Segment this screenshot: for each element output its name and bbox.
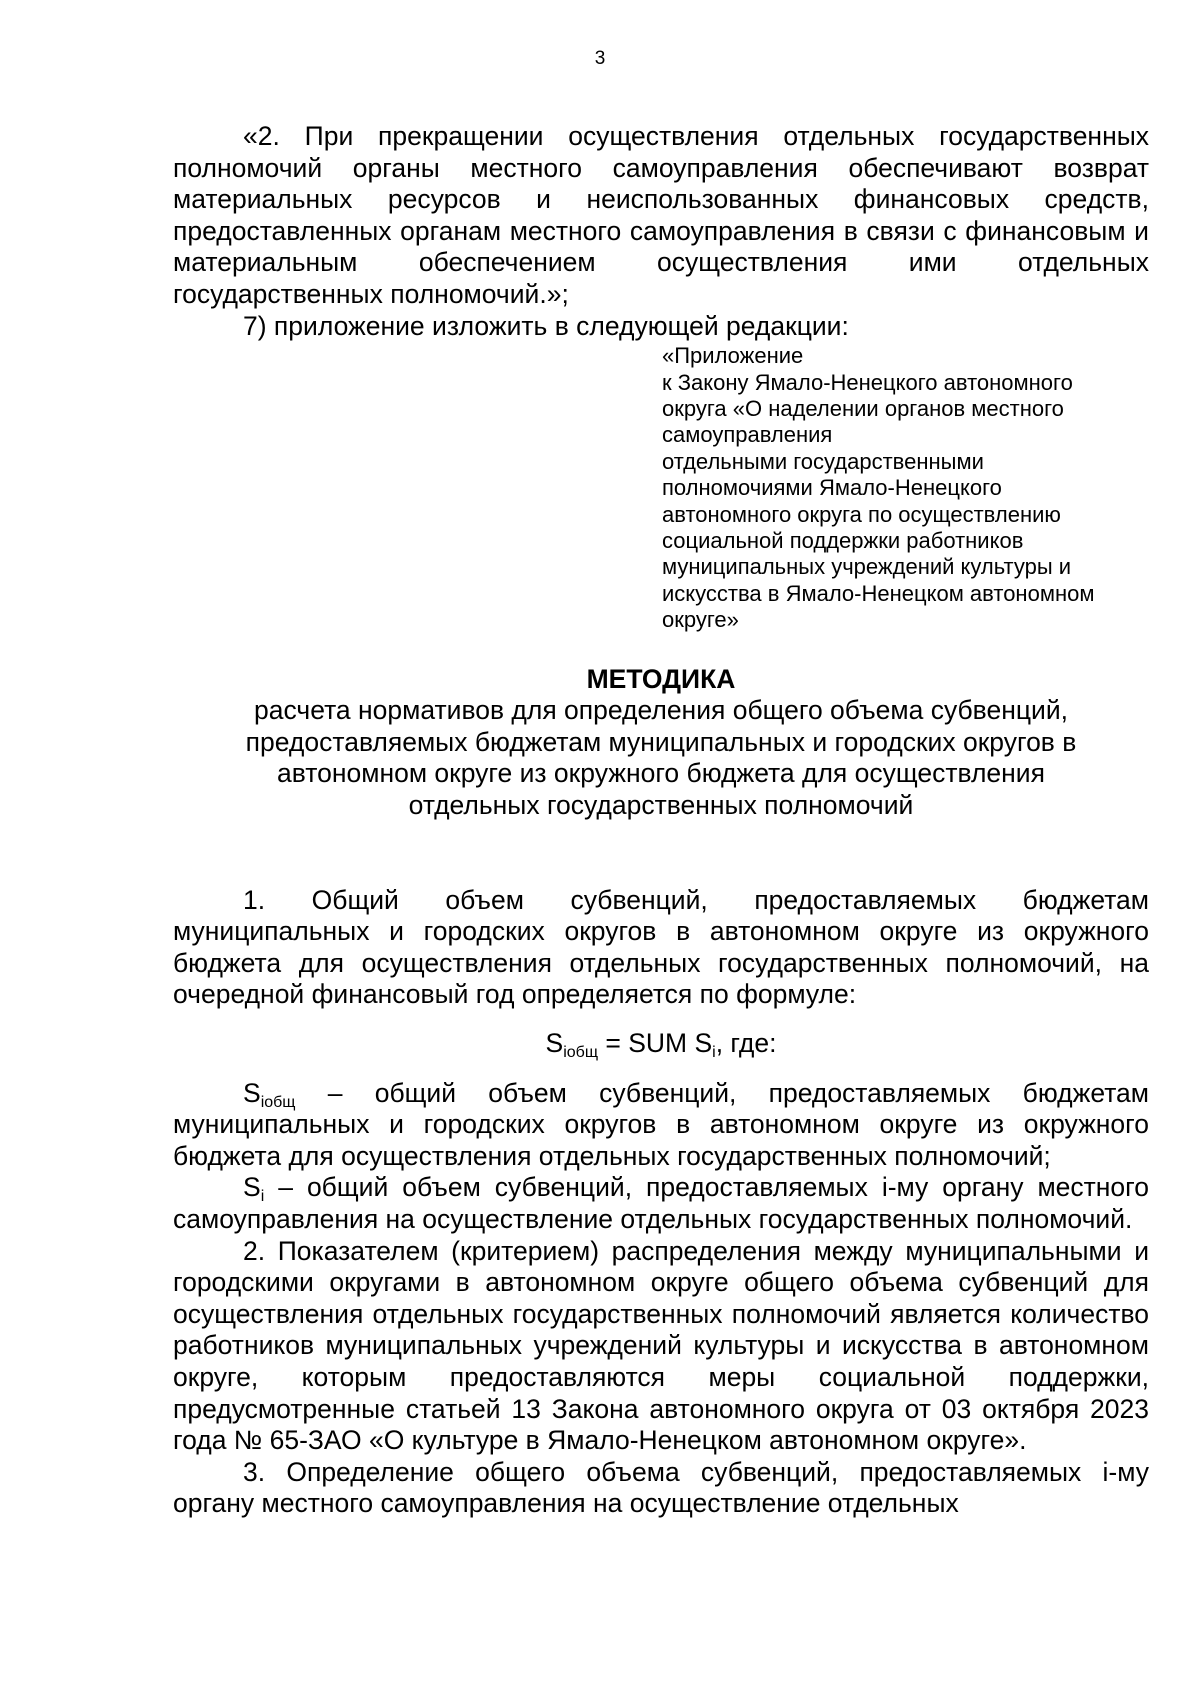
appendix-line: самоуправления	[662, 422, 833, 448]
formula	[173, 1028, 1149, 1060]
methodology-title: МЕТОДИКА	[586, 663, 736, 694]
page-number: 3	[594, 48, 606, 69]
appendix-line: автономного округа по осуществлению	[662, 501, 1061, 527]
item-7-paragraph: 7) приложение изложить в следующей редакции:	[243, 310, 849, 341]
paragraph-3: 3. Определение общего объема субвенций, предоставляемых i-му органу местного самоуправления на осуществление отдельных	[173, 1456, 1149, 1519]
paragraph-1: 1. Общий объем субвенций, предоставляемых бюджетам муниципальных и городских округов в автономном округе из окружного бюджета для осуществления отдельных государственных полномочий, на очередной финансовый год определяется по формуле:	[173, 884, 1149, 1010]
appendix-line: отдельными государственными	[662, 448, 984, 474]
definition-s-i	[173, 1172, 1149, 1235]
methodology-subtitle	[173, 695, 1149, 821]
formula-rhs-subscript: i	[712, 1043, 716, 1061]
symbol-subscript: iобщ	[260, 1093, 296, 1111]
definition-text: – общий объем субвенций, предоставляемых бюджетам муниципальных и городских округов в автономном округе из окружного бюджета для осуществления отдельных государственных полномочий;	[173, 1077, 1149, 1171]
appendix-line: социальной поддержки работников	[662, 528, 1024, 553]
clause-2-paragraph: «2. При прекращении осуществления отдельных государственных полномочий органы местного самоуправления обеспечивают возврат материальных ресурсов и неиспользованных финансовых средств, предоставленных органам местного самоуправления в связи с финансовым и материальным обеспечением осуществления ими отдельных государственных полномочий.»;	[173, 121, 1149, 309]
subtitle-line: предоставляемых бюджетам муниципальных и городских округов в	[245, 726, 1077, 757]
appendix-heading	[662, 343, 1149, 633]
formula-lhs: S	[545, 1027, 564, 1058]
definition-text: – общий объем субвенций, предоставляемых i-му органу местного самоуправления на осуществление отдельных государственных полномочий.	[173, 1172, 1149, 1234]
appendix-line: округе»	[662, 607, 739, 633]
document-body	[173, 121, 1149, 1520]
formula-tail: , где:	[715, 1027, 777, 1058]
symbol-s: S	[243, 1077, 261, 1108]
definition-s-total	[173, 1078, 1149, 1173]
formula-lhs-subscript: iобщ	[563, 1043, 598, 1061]
paragraph-2: 2. Показателем (критерием) распределения между муниципальными и городскими округами в автономном округе общего объема субвенций для осуществления отдельных государственных полномочий является количество работников муниципальных учреждений культуры и искусства в автономном округе, которым предоставляются меры социальной поддержки, предусмотренные статьей 13 Закона автономного округа от 03 октября 2023 года № 65-ЗАО «О культуре в Ямало-Ненецком автономном округе».	[173, 1235, 1149, 1456]
formula-mid: = SUM S	[598, 1027, 713, 1058]
appendix-line: полномочиями Ямало-Ненецкого	[662, 475, 1002, 501]
subtitle-line: автономном округе из окружного бюджета для осуществления	[277, 758, 1045, 789]
appendix-line: муниципальных учреждений культуры и	[662, 554, 1072, 580]
appendix-line: округа «О наделении органов местного	[662, 395, 1064, 421]
appendix-line: к Закону Ямало-Ненецкого автономного	[662, 369, 1073, 395]
symbol-s: S	[243, 1172, 261, 1203]
symbol-subscript: i	[260, 1188, 265, 1206]
subtitle-line: расчета нормативов для определения общего объема субвенций,	[254, 695, 1068, 726]
appendix-line: искусства в Ямало-Ненецком автономном	[662, 580, 1095, 606]
subtitle-line: отдельных государственных полномочий	[408, 790, 914, 820]
appendix-line: «Приложение	[662, 343, 804, 369]
